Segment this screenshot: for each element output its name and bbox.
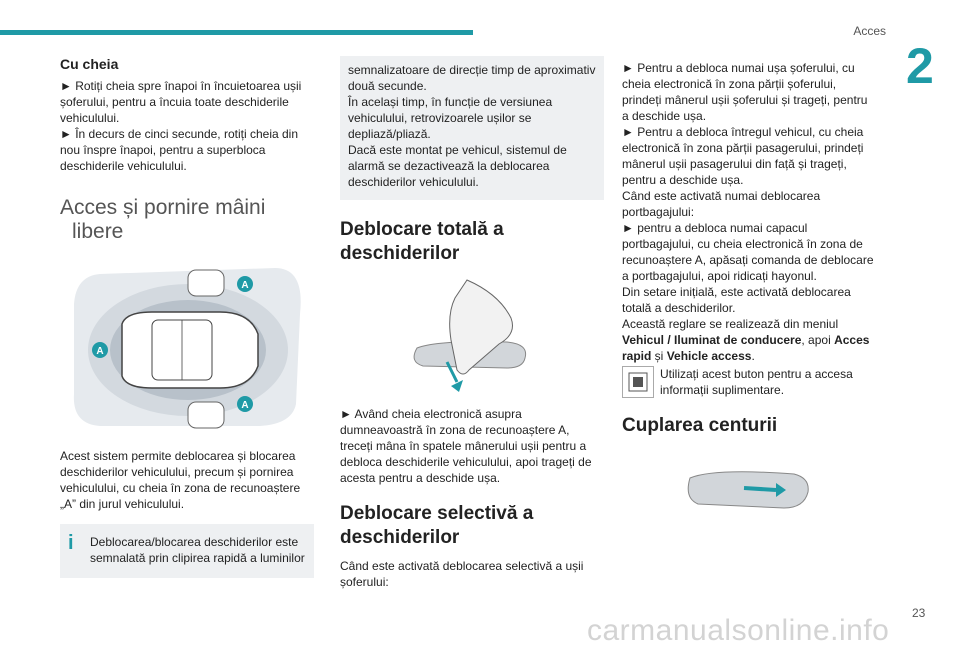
heading-cu-cheia: Cu cheia	[60, 56, 119, 72]
step-text: ► Pentru a debloca întregul vehicul, cu cheia electronică în zona părții pasagerului, prindeți mânerul ușii pasagerului din față și trageți, pentru a deschide ușa.	[622, 125, 864, 187]
car-zone-diagram	[60, 254, 314, 434]
step-text: ► Rotiți cheia spre înapoi în încuietoarea ușii șoferului, pentru a încuia toate deschiderile vehiculului.	[60, 79, 302, 125]
heading-deblocare-totala: Deblocare totală a deschiderilor	[340, 219, 504, 264]
column-2	[340, 56, 604, 590]
note-text: Utilizați acest buton pentru a accesa informații suplimentare.	[660, 367, 853, 397]
section-heading-line1: Acces și pornire mâini	[60, 196, 266, 219]
watermark-text: carmanualsonline.info	[587, 614, 890, 647]
qr-info-icon	[622, 366, 654, 398]
paragraph: Din setare inițială, este activată deblocarea totală a deschiderilor.	[622, 285, 851, 315]
section-heading-line2: libere	[72, 220, 124, 243]
text-run: Această reglare se realizează din meniul	[622, 317, 839, 331]
car-top-view	[122, 312, 258, 388]
section-title: Acces	[853, 24, 886, 38]
paragraph	[622, 316, 876, 364]
hand-handle-illustration	[340, 274, 604, 398]
info-box-continued	[340, 56, 604, 200]
section-heading	[60, 196, 314, 244]
box-text: În același timp, în funcție de versiunea vehiculului, retrovizoarele ușilor se depliază/pliază.	[348, 95, 553, 141]
info-icon: i	[68, 532, 74, 554]
heading-cuplarea-centurii: Cuplarea centurii	[622, 415, 778, 436]
diagram-label: A	[241, 400, 249, 411]
step-text: ► Pentru a debloca numai ușa șoferului, cu cheia electronică în zona părții șoferului, prindeți mânerul ușii șoferului și trageți, pentru a deschide ușa.	[622, 61, 868, 123]
box-text: semnalizatoare de direcție timp de aproximativ două secunde.	[348, 63, 596, 93]
column-3	[622, 60, 876, 528]
menu-path: Acces rapid	[622, 333, 870, 363]
box-text: Dacă este montat pe vehicul, sistemul de alarmă se dezactivează la deblocarea deschiderilor vehiculului.	[348, 143, 567, 189]
header-accent-bar	[0, 30, 473, 35]
column-1	[60, 52, 314, 578]
paragraph: Când este activată numai deblocarea portbagajului:	[622, 189, 821, 219]
menu-path: Vehicul / Iluminat de conducere	[622, 333, 802, 347]
more-info-note	[622, 366, 876, 398]
step-text: ► Având cheia electronică asupra dumneavoastră în zona de recunoaștere A, treceți mâna în spatele mânerului ușii pentru a debloca deschiderile vehiculului, apoi trageți de acesta pentru a deschide ușa.	[340, 407, 592, 485]
diagram-label: A	[96, 346, 104, 357]
diagram-label: A	[241, 280, 249, 291]
menu-path: Vehicle access	[666, 349, 752, 363]
heading-deblocare-selectiva: Deblocare selectivă a deschiderilor	[340, 503, 534, 548]
text-run: și	[651, 349, 667, 363]
text-run: .	[751, 349, 755, 363]
info-box	[60, 524, 314, 578]
paragraph: Când este activată deblocarea selectivă a ușii șoferului:	[340, 559, 584, 589]
chapter-number: 2	[906, 38, 934, 94]
door-handle-illustration	[622, 458, 876, 528]
page-number: 23	[912, 606, 926, 620]
text-run: , apoi	[801, 333, 835, 347]
step-text: ► În decurs de cinci secunde, rotiți cheia din nou înspre înapoi, pentru a superbloca deschiderile vehiculului.	[60, 127, 299, 173]
paragraph: Acest sistem permite deblocarea și blocarea deschiderilor vehiculului, precum și pornirea vehiculului, cu cheia în zona de recunoaștere „A” din jurul vehiculului.	[60, 449, 301, 511]
step-text: ► pentru a debloca numai capacul portbagajului, cu cheia electronică în zona de recunoaștere A, apăsați comanda de deblocare a portbagajului, apoi ridicați hayonul.	[622, 221, 874, 283]
info-text: Deblocarea/blocarea deschiderilor este semnalată prin clipirea rapidă a luminilor	[90, 535, 305, 565]
